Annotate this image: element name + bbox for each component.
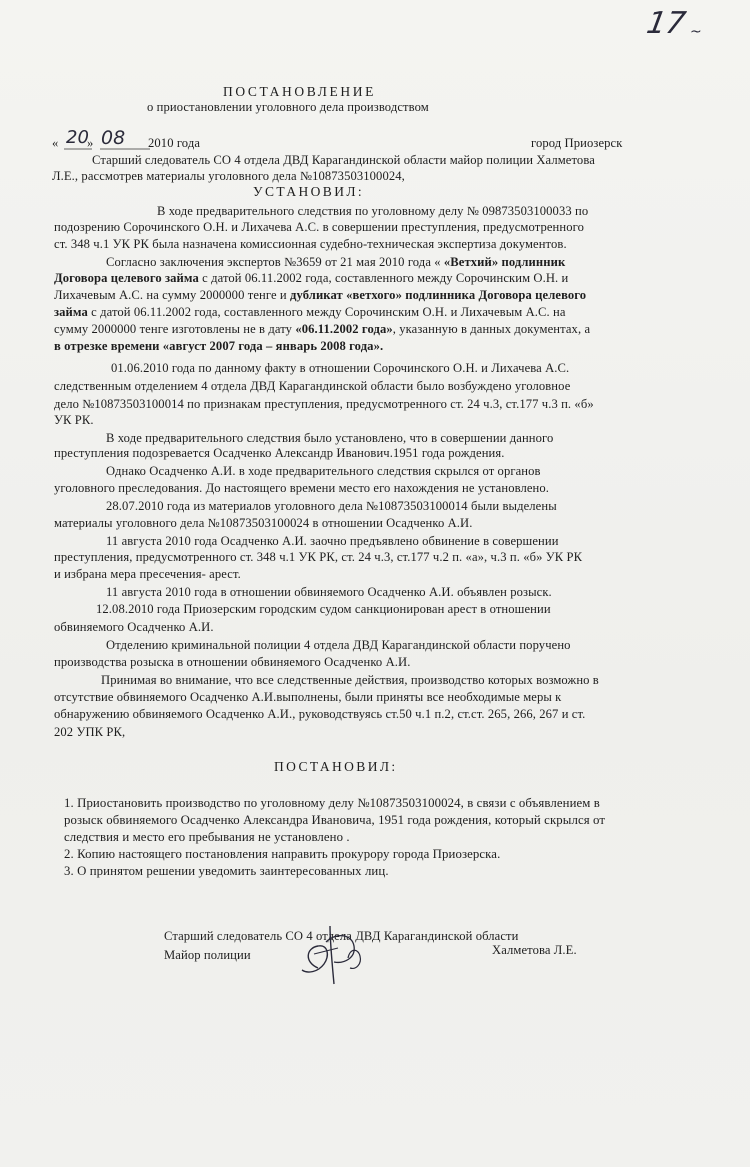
handwritten-day: 20 [66, 127, 89, 148]
p2-line-3 [54, 288, 586, 303]
p9-line-1: 12.08.2010 года Приозерским городским судом санкционирован арест в отношении [96, 602, 551, 616]
p2-line-1-text: Согласно заключения экспертов №3659 от 21 мая 2010 года « [106, 255, 444, 269]
p10-line-2: производства розыска в отношении обвиняемого Осадченко А.И. [54, 655, 411, 669]
intro-line-1: Старший следователь СО 4 отдела ДВД Карагандинской области майор полиции Халметова [92, 153, 595, 167]
p2-line-6: в отрезке времени «август 2007 года – январь 2008 года». [54, 339, 384, 353]
p2-line-1-bold: «Ветхий» подлинник [443, 255, 566, 269]
p1-line-2: подозрению Сорочинского О.Н. и Лихачева А.С. в совершении преступления, предусмотренного [54, 220, 584, 234]
p4-line-1: В ходе предварительного следствия было установлено, что в совершении данного [106, 431, 554, 445]
p11-line-3: обнаружению обвиняемого Осадченко А.И., руководствуясь ст.50 ч.1 п.2, ст.ст. 265, 266, 267 и ст. [54, 707, 586, 721]
p3-line-4: УК РК. [54, 413, 94, 427]
document-title: ПОСТАНОВЛЕНИЕ [223, 84, 376, 99]
document-subtitle: о приостановлении уголовного дела производством [147, 100, 429, 114]
p2-line-5-bold: «06.11.2002 года» [295, 322, 393, 336]
p3-line-1: 01.06.2010 года по данному факту в отношении Сорочинского О.Н. и Лихачева А.С. [111, 361, 570, 375]
signature-title: Старший следователь СО 4 отдела ДВД Карагандинской области [164, 929, 519, 943]
decision-1-line-1: 1. Приостановить производство по уголовному делу №10873503100024, в связи с объявлением в [64, 796, 600, 810]
signature-rank: Майор полиции [164, 948, 251, 962]
p6-line-1: 28.07.2010 года из материалов уголовного дела №10873503100014 были выделены [106, 499, 557, 513]
p1-line-3: ст. 348 ч.1 УК РК была назначена комиссионная судебно-техническая экспертиза документов. [54, 237, 567, 251]
page-mark: ~ [690, 24, 702, 40]
p5-line-1: Однако Осадченко А.И. в ходе предварительного следствия скрылся от органов [106, 464, 541, 478]
p2-line-4-text: с датой 06.11.2002 года, составленного между Сорочинским О.Н. и Лихачевым А.С. на [87, 305, 566, 319]
p7-line-3: и избрана мера пресечения- арест. [54, 567, 241, 581]
p3-line-2: следственным отделением 4 отдела ДВД Карагандинской области было возбуждено уголовное [54, 379, 571, 393]
p7-line-1: 11 августа 2010 года Осадченко А.И. заочно предъявлено обвинение в совершении [106, 534, 559, 548]
p3-line-3: дело №10873503100014 по признакам преступления, предусмотренного ст. 24 ч.3, ст.177 ч.3 п. «б» [54, 397, 594, 411]
p11-line-1: Принимая во внимание, что все следственные действия, производство которых возможно в [101, 673, 599, 687]
handwritten-signature [296, 918, 378, 988]
date-year: 2010 года [148, 136, 201, 150]
p2-line-5 [54, 322, 590, 337]
p6-line-2: материалы уголовного дела №10873503100024 в отношении Осадченко А.И. [54, 516, 473, 530]
p10-line-1: Отделению криминальной полиции 4 отдела ДВД Карагандинской области поручено [106, 638, 571, 652]
p5-line-2: уголовного преследования. До настоящего времени место его нахождения не установлено. [54, 481, 550, 495]
quote-open: « [52, 136, 59, 150]
decision-1-line-3: следствия и место его пребывания не установлено . [64, 830, 350, 844]
p2-line-2 [54, 271, 568, 286]
date-underline [64, 147, 154, 151]
p9-line-2: обвиняемого Осадченко А.И. [54, 620, 214, 634]
decision-2: 2. Копию настоящего постановления направить прокурору города Приозерска. [64, 847, 501, 861]
p2-line-2-bold: Договора целевого займа [54, 271, 199, 285]
quote-close: » [87, 136, 94, 150]
p8-line-1: 11 августа 2010 года в отношении обвиняемого Осадченко А.И. объявлен розыск. [106, 585, 552, 599]
decision-3: 3. О принятом решении уведомить заинтересованных лиц. [64, 864, 389, 878]
p2-line-2-text: с датой 06.11.2002 года, составленного между Сорочинским О.Н. и [198, 271, 569, 285]
p2-line-3-bold: дубликат «ветхого» подлинника Договора целевого [290, 288, 587, 302]
handwritten-month: 08 [101, 127, 126, 149]
ustanovil-heading: УСТАНОВИЛ: [253, 184, 365, 199]
p7-line-2: преступления, предусмотренного ст. 348 ч.1 УК РК, ст. 24 ч.3, ст.177 ч.2 п. «а», ч.3 п. «б» УК РК [54, 550, 583, 564]
p2-line-3-text: Лихачевым А.С. на сумму 2000000 тенге и [54, 288, 290, 302]
decision-1-line-2: розыск обвиняемого Осадченко Александра Ивановича, 1951 года рождения, который скрылся от [64, 813, 606, 827]
p2-line-5-text: сумму 2000000 тенге изготовлены не в дату [54, 322, 296, 336]
p2-line-5-tail: , указанную в данных документах, а [392, 322, 591, 336]
p11-line-4: 202 УПК РК, [54, 725, 126, 739]
signature-name: Халметова Л.Е. [492, 943, 577, 957]
p1-line-1: В ходе предварительного следствия по уголовному делу № 09873503100033 по [157, 204, 589, 218]
p2-line-1 [106, 255, 565, 270]
intro-line-2: Л.Е., рассмотрев материалы уголовного дела №10873503100024, [52, 169, 405, 183]
page-number: 17 [643, 6, 689, 41]
p4-line-2: преступления подозревается Осадченко Александр Иванович.1951 года рождения. [54, 446, 505, 460]
city: город Приозерск [531, 136, 623, 150]
p2-line-4-bold: займа [54, 305, 88, 319]
p2-line-4 [54, 305, 566, 320]
p11-line-2: отсутствие обвиняемого Осадченко А.И.выполнены, были приняты все необходимые меры к [54, 690, 562, 704]
postanovil-heading: ПОСТАНОВИЛ: [274, 759, 398, 774]
